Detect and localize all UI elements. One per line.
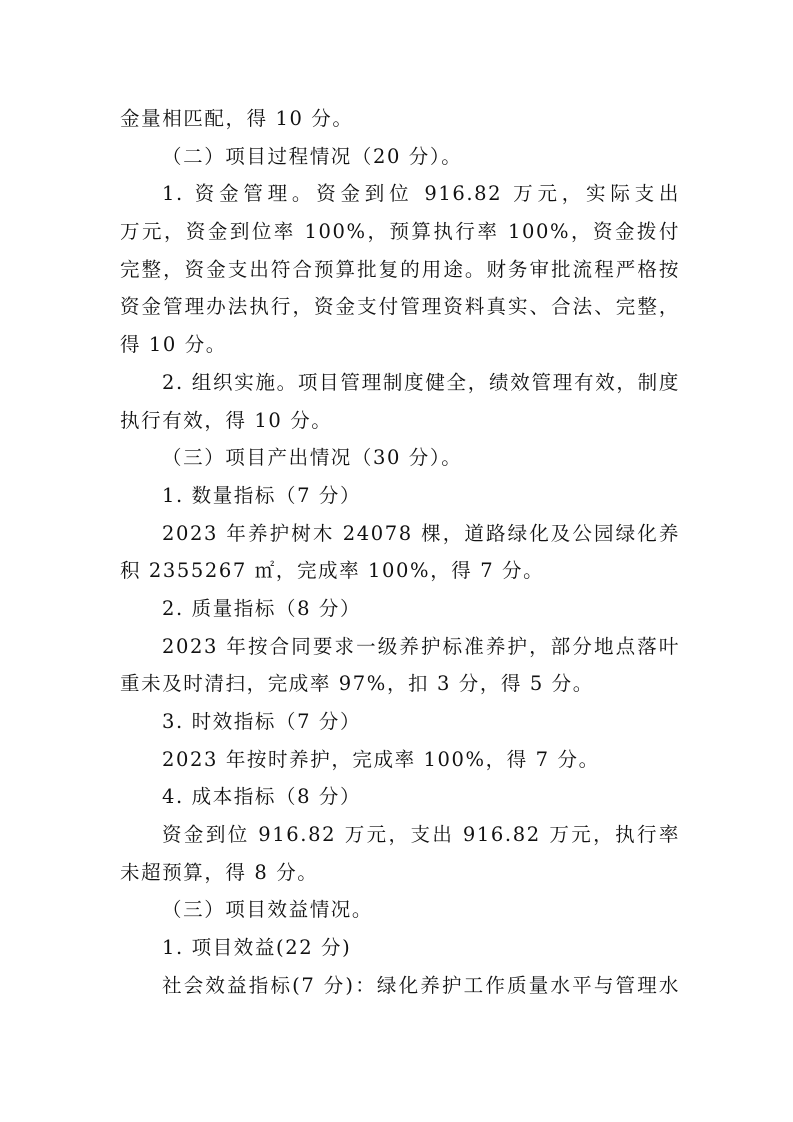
text-line: 积 2355267 ㎡，完成率 100%，得 7 分。 [120, 559, 545, 583]
section-heading: （三）项目产出情况（30 分）。 [162, 446, 463, 470]
subsection-heading: 1. 数量指标（7 分） [162, 483, 362, 507]
text-line: 1. 资金管理。资金到位 916.82 万元，实际支出 [162, 182, 680, 206]
text-line: 社会效益指标(7 分)：绿化养护工作质量水平与管理水 [162, 973, 680, 997]
text-line: 完整，资金支出符合预算批复的用途。财务审批流程严格按 [120, 257, 680, 281]
text-line: 2023 年按合同要求一级养护标准养护，部分地点落叶 [162, 634, 680, 658]
subsection-heading: 3. 时效指标（7 分） [162, 710, 362, 733]
text-line: 未超预算，得 8 分。 [120, 860, 319, 884]
text-line: 万元，资金到位率 100%，预算执行率 100%，资金拨付 [120, 220, 680, 244]
subsection-heading: 1. 项目效益(22 分) [162, 936, 352, 960]
text-line: 2023 年养护树木 24078 棵，道路绿化及公园绿化养 [162, 521, 680, 545]
subsection-heading: 4. 成本指标（8 分） [162, 785, 362, 809]
document-body [120, 100, 680, 1005]
section-heading: （二）项目过程情况（20 分）。 [162, 144, 463, 168]
text-line: 2023 年按时养护，完成率 100%，得 7 分。 [162, 747, 600, 771]
text-line: 重未及时清扫，完成率 97%，扣 3 分，得 5 分。 [120, 672, 594, 696]
subsection-heading: 2. 质量指标（8 分） [162, 596, 362, 620]
text-line: 执行有效，得 10 分。 [120, 408, 333, 432]
section-heading: （三）项目效益情况。 [162, 898, 374, 922]
text-line: 资金管理办法执行，资金支付管理资料真实、合法、完整， [120, 295, 680, 319]
text-line: 得 10 分。 [120, 333, 227, 357]
text-line: 金量相匹配，得 10 分。 [120, 107, 354, 130]
text-line: 2. 组织实施。项目管理制度健全，绩效管理有效，制度 [162, 370, 680, 394]
text-line: 资金到位 916.82 万元，支出 916.82 万元，执行率 [162, 823, 680, 847]
